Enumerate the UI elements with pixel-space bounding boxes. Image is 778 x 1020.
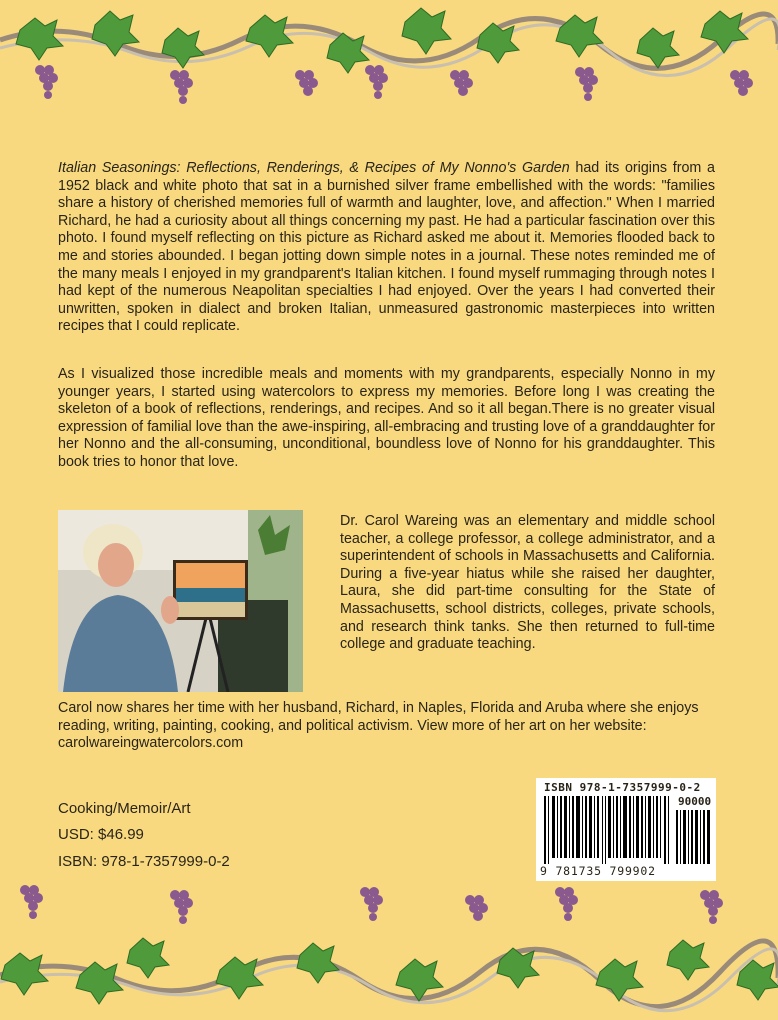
- barcode-bars: [544, 796, 670, 864]
- author-life-paragraph: Carol now shares her time with her husband, Richard, in Naples, Florida and Aruba where she enjoys reading, writing, painting, cooking, and political activism. View more of her art on her website: carolwareingwatercolors.com: [58, 700, 699, 752]
- barcode-price-code: 90000: [678, 795, 712, 808]
- price-label: USD: $46.99: [58, 826, 144, 843]
- category-label: Cooking/Memoir/Art: [58, 800, 191, 817]
- isbn-label: ISBN: 978-1-7357999-0-2: [58, 853, 230, 870]
- barcode-number: 9 781735 799902: [540, 864, 656, 878]
- grapevine-border-bottom: [0, 880, 778, 1020]
- second-paragraph: As I visualized those incredible meals and moments with my grandparents, especially Nonno in my younger years, I started using watercolors to express my memories. Before long I was creating the skeleton of a book of reflections, renderings, and recipes. And so it all began.There is no greater visual expression of familial love than the awe-inspiring, all-embracing and trusting love of a granddaughter for her Nonno and the all-consuming, unconditional, boundless love of Nonno for his granddaughter. This book tries to honor that love.: [58, 366, 715, 470]
- isbn-barcode: [536, 778, 716, 881]
- grapevine-border-top: [0, 0, 778, 130]
- author-photo: [58, 510, 303, 692]
- author-bio: Dr. Carol Wareing was an elementary and middle school teacher, a college professor, a college administrator, and a superintendent of schools in Massachusetts and California. During a five-year hiatus while she raised her daughter, Laura, she did part-time consulting for the State of Massachusetts, school districts, colleges, private schools, and research think tanks. She then returned to full-time college and graduate teaching.: [340, 513, 715, 653]
- intro-text: had its origins from a 1952 black and white photo that sat in a burnished silver frame embellished with the words: "families share a history of cherished memories full of warmth and laughter, love, and affection." When I married Richard, he had a curiosity about all things concerning my past. He had a particular fascination over this photo. I found myself reflecting on this picture as Richard asked me about it. Memories flooded back to me and stories abounded. I began jotting down simple notes in a journal. These notes reminded me of the many meals I enjoyed in my grandparent's Italian kitchen. I found myself rummaging through notes I had kept of the numerous Neapolitan specialties I had enjoyed. Over the years I had converted their unwritten, spoken in dialect and broken Italian, unmeasured gastronomic masterpieces into written recipes that I could replicate.: [58, 160, 715, 335]
- intro-paragraph: [58, 160, 715, 336]
- book-title: Italian Seasonings: Reflections, Renderings, & Recipes of My Nonno's Garden: [58, 160, 570, 176]
- barcode-isbn-text: ISBN 978-1-7357999-0-2: [544, 781, 701, 794]
